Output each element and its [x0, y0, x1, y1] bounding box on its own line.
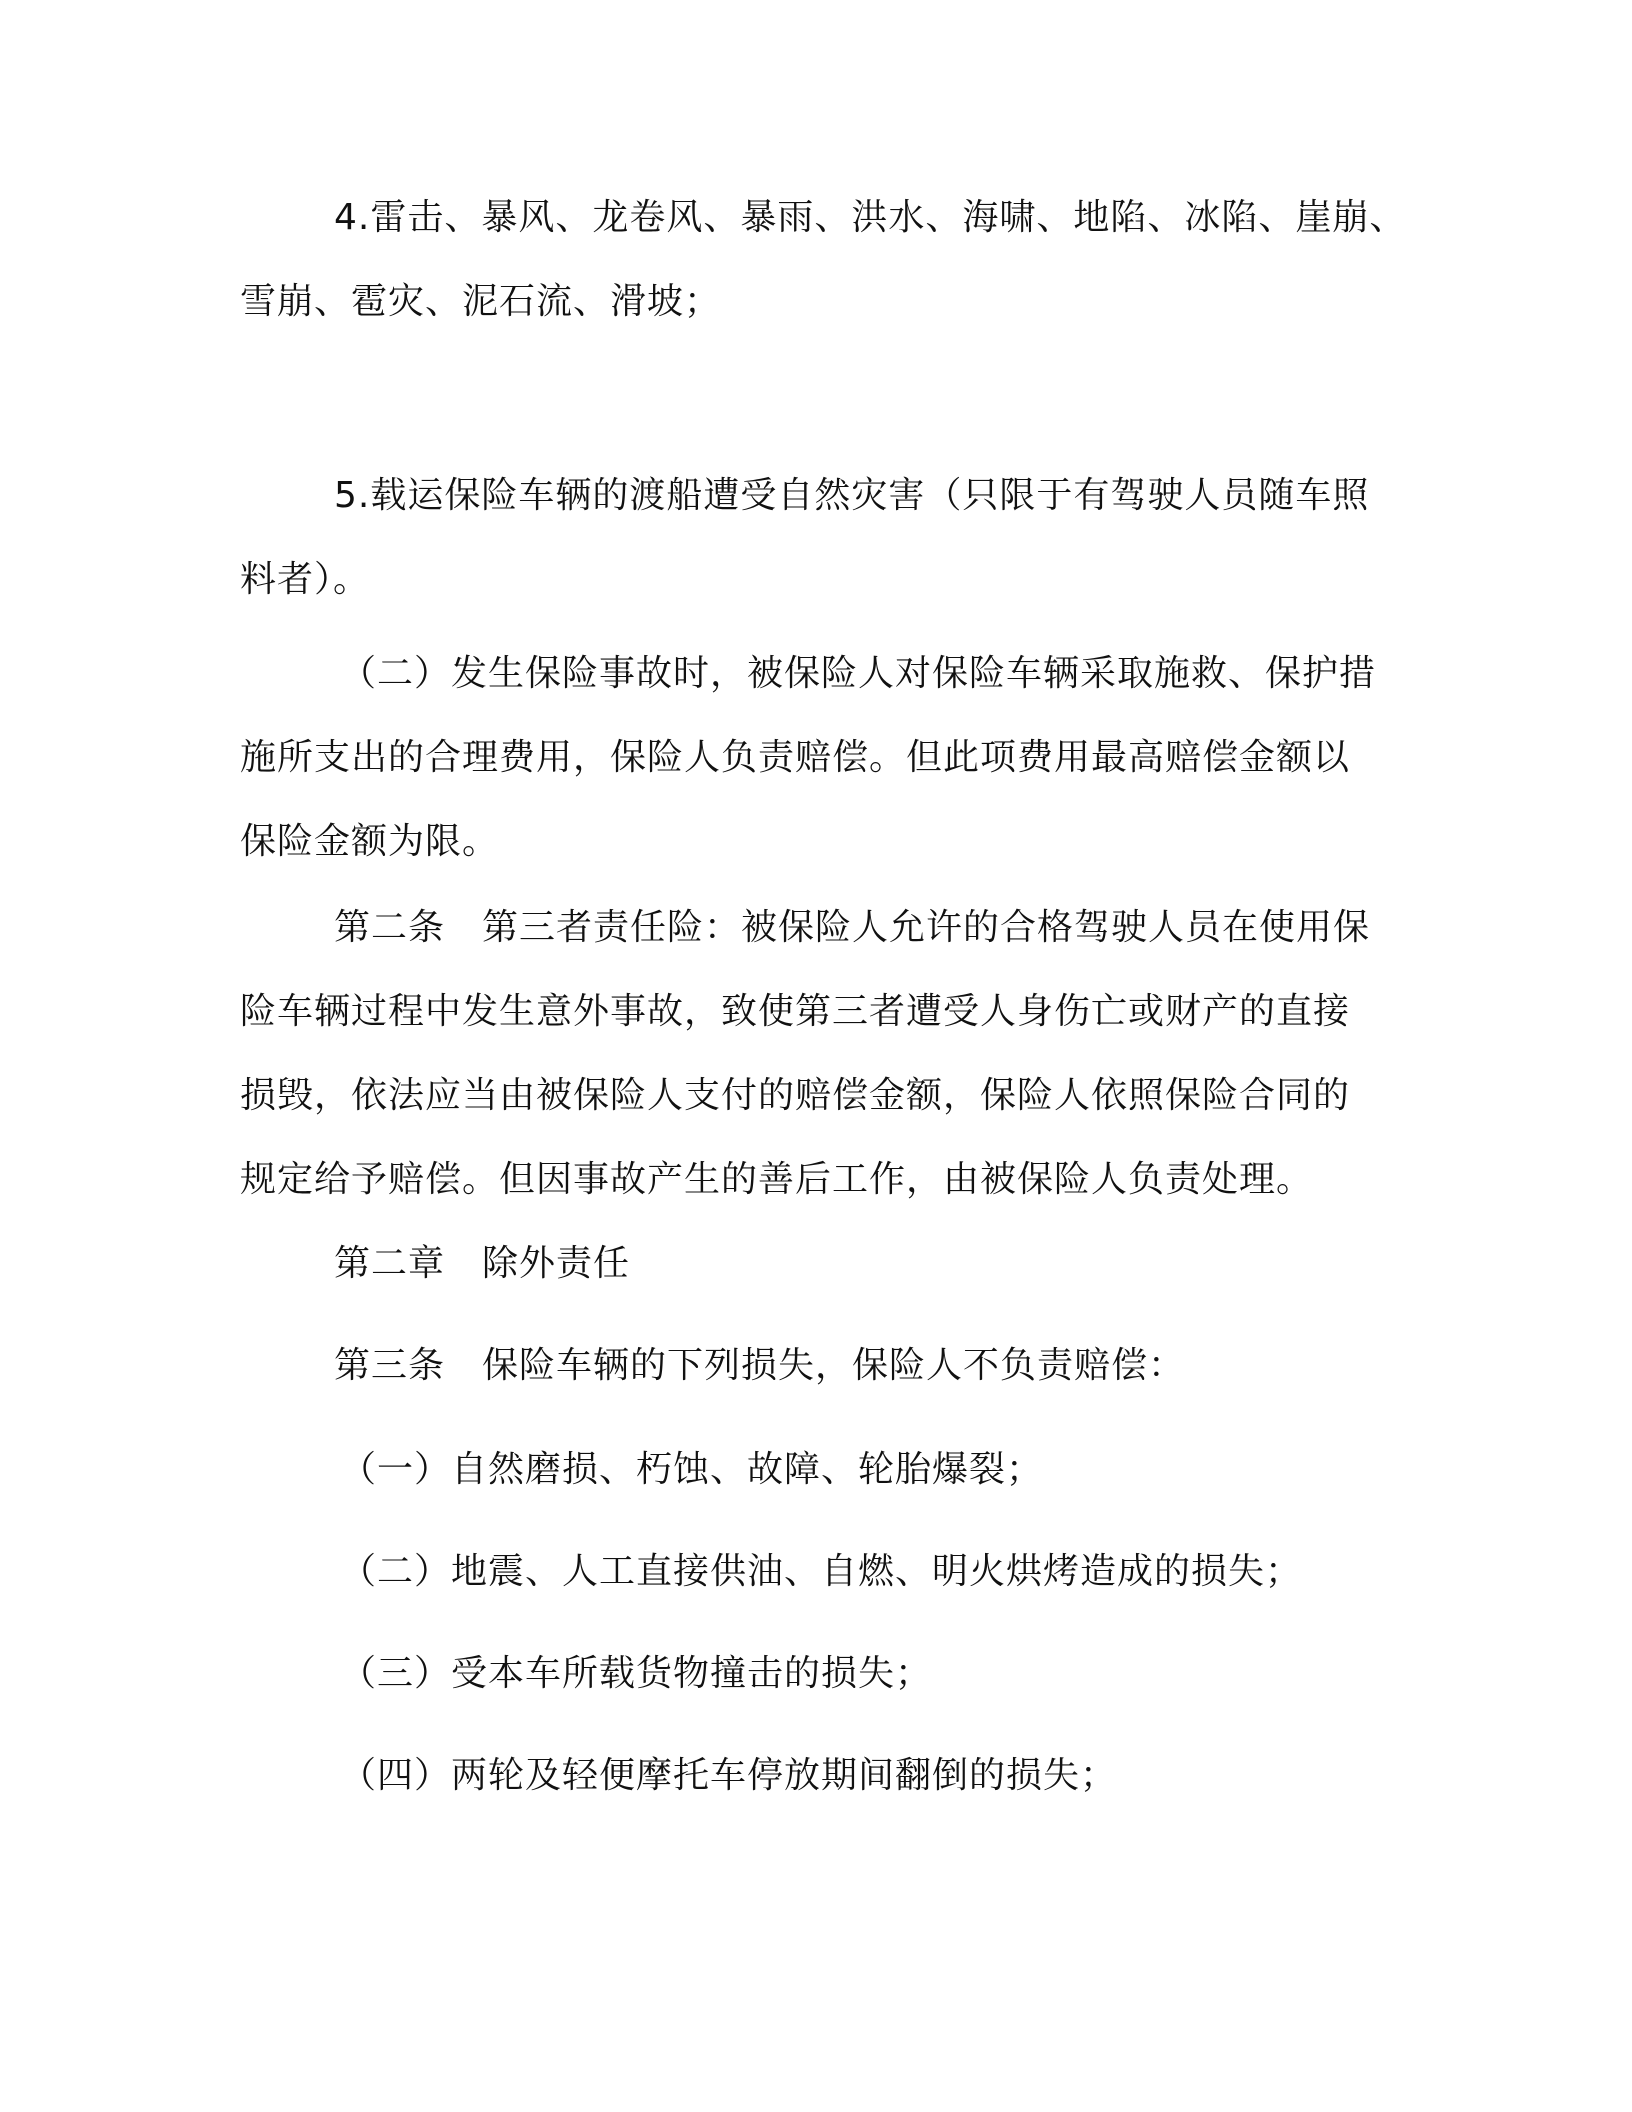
text-line: （二）地震、人工直接供油、自燃、明火烘烤造成的损失； [340, 1551, 1303, 1592]
text-line: 第二条 第三者责任险：被保险人允许的合格驾驶人员在使用保 [334, 907, 1371, 948]
paragraph-article-2 [240, 886, 1400, 1222]
text-line: （二）发生保险事故时，被保险人对保险车辆采取施救、保护措 [340, 653, 1377, 694]
list-item-3 [240, 1632, 1400, 1716]
paragraph-article-3 [240, 1324, 1400, 1408]
chapter-heading [240, 1222, 1400, 1306]
text-line: 规定给予赔偿。但因事故产生的善后工作，由被保险人负责处理。 [240, 1159, 1314, 1200]
text-line: 第二章 除外责任 [334, 1243, 631, 1284]
text-line: 料者）。 [240, 559, 371, 600]
text-line: 损毁，依法应当由被保险人支付的赔偿金额，保险人依照保险合同的 [240, 1075, 1351, 1116]
list-item-2 [240, 1530, 1400, 1614]
text-line: 5.载运保险车辆的渡船遭受自然灾害（只限于有驾驶人员随车照 [334, 475, 1370, 516]
list-item-4 [240, 1734, 1400, 1818]
paragraph-rescue-costs [240, 632, 1400, 884]
text-line: 施所支出的合理费用，保险人负责赔偿。但此项费用最高赔偿金额以 [240, 737, 1351, 778]
text-line: 第三条 保险车辆的下列损失，保险人不负责赔偿： [334, 1345, 1186, 1386]
text-line: 保险金额为限。 [240, 821, 500, 862]
text-line: 险车辆过程中发生意外事故，致使第三者遭受人身伤亡或财产的直接 [240, 991, 1351, 1032]
text-line: （四）两轮及轻便摩托车停放期间翻倒的损失； [340, 1755, 1118, 1796]
text-line: （一）自然磨损、朽蚀、故障、轮胎爆裂； [340, 1449, 1044, 1490]
text-line: 4.雷击、暴风、龙卷风、暴雨、洪水、海啸、地陷、冰陷、崖崩、 [334, 197, 1407, 238]
text-line: 雪崩、雹灾、泥石流、滑坡； [240, 281, 722, 322]
paragraph-natural-disasters [240, 176, 1407, 344]
list-item-1 [240, 1428, 1400, 1512]
paragraph-ferry-disaster [240, 454, 1400, 622]
text-line: （三）受本车所载货物撞击的损失； [340, 1653, 933, 1694]
